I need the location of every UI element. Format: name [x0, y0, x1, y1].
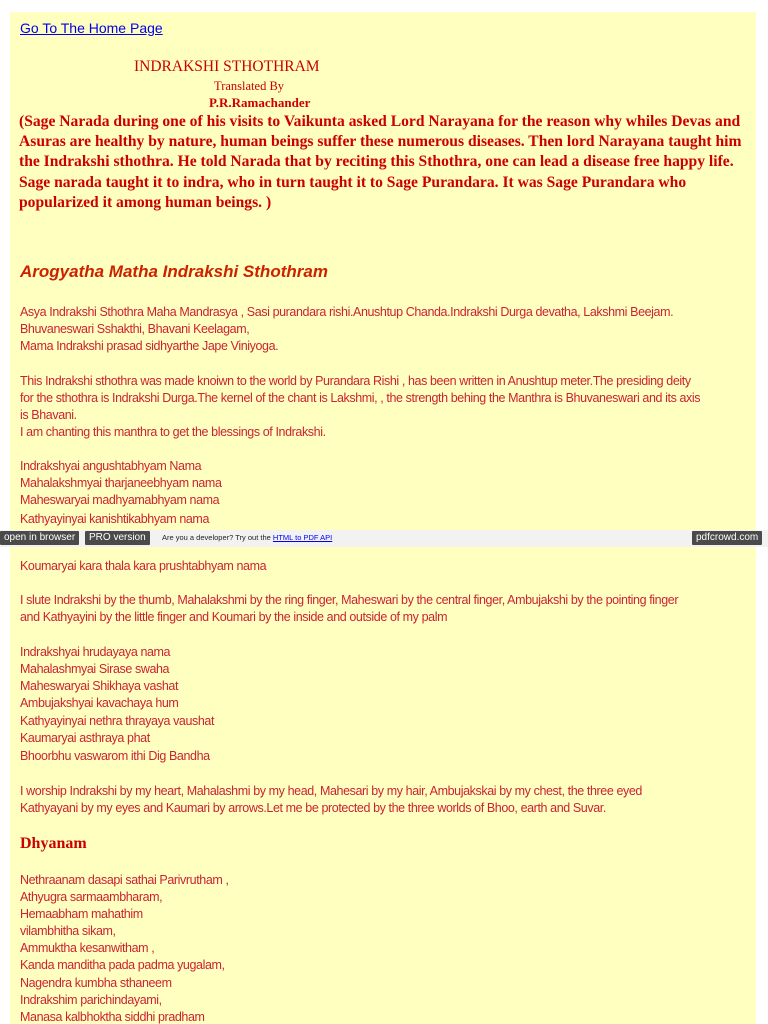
text-line: Mahalashmyai Sirase swaha — [20, 662, 170, 676]
pdf-page-2 — [10, 547, 756, 1024]
text-line: I worship Indrakshi by my heart, Mahalashmi by my head, Mahesari by my hair, Ambujakskai by my chest, the three eyed — [20, 784, 642, 798]
text-line: for the sthothra is Indrakshi Durga.The kernel of the chant is Lakshmi, , the strength behing the Manthra is Bhuvaneswari and its axis — [20, 391, 701, 405]
verse-line: Ammuktha kesanwitham , — [20, 941, 155, 955]
verse-line: Indrakshim parichindayami, — [20, 993, 162, 1007]
text-line: Maheswaryai madhyamabhyam nama — [20, 493, 220, 507]
verse-line: vilambhitha sikam, — [20, 924, 116, 938]
section-heading: Arogyatha Matha Indrakshi Sthothram — [20, 262, 328, 281]
dhyanam-heading: Dhyanam — [20, 835, 87, 852]
text-line: Mahalakshmyai tharjaneebhyam nama — [20, 476, 222, 490]
pro-version-button[interactable]: PRO version — [85, 531, 150, 545]
text-line: Bhoorbhu vaswarom ithi Dig Bandha — [20, 749, 210, 763]
verse-line: Manasa kalbhoktha siddhi pradham — [20, 1010, 205, 1024]
pdfcrowd-site-link[interactable]: pdfcrowd.com — [692, 531, 762, 545]
verse-line: Nethraanam dasapi sathai Parivrutham , — [20, 873, 229, 887]
pdfcrowd-toolbar — [0, 530, 768, 547]
html-to-pdf-link[interactable]: HTML to PDF API — [272, 533, 333, 542]
text-line: I slute Indrakshi by the thumb, Mahalakshmi by the ring finger, Maheswari by the central finger, Ambujakshi by the pointing finger — [20, 593, 679, 607]
home-page-link[interactable]: Go To The Home Page — [20, 20, 163, 36]
text-line: Maheswaryai Shikhaya vashat — [20, 679, 179, 693]
verse-line: Nagendra kumbha sthaneem — [20, 976, 172, 990]
text-line: This Indrakshi sthothra was made knoiwn to the world by Purandara Rishi , has been written in Anushtup meter.The presiding deity — [20, 374, 691, 388]
text-line: Indrakshyai hrudayaya nama — [20, 645, 171, 659]
verse-line: Hemaabham mahathim — [20, 907, 143, 921]
text-line: Indrakshyai angushtabhyam Nama — [20, 459, 202, 473]
translated-by-label: Translated By — [214, 79, 285, 93]
text-line: Koumaryai kara thala kara prushtabhyam nama — [20, 559, 267, 573]
text-line: Asya Indrakshi Sthothra Maha Mandrasya , Sasi purandara rishi.Anushtup Chanda.Indrakshi Durga devatha, Lakshmi Beejam. — [20, 305, 674, 319]
text-line: Kathyayani by my eyes and Kaumari by arrows.Let me be protected by the three worlds of Bhoo, earth and Suvar. — [20, 801, 606, 815]
text-line: I am chanting this manthra to get the blessings of Indrakshi. — [20, 425, 326, 439]
pdf-page-1 — [10, 12, 756, 530]
verse-line: Athyugra sarmaambharam, — [20, 890, 163, 904]
intro-paragraph: (Sage Narada during one of his visits to Vaikunta asked Lord Narayana for the reason why whiles Devas and Asuras are healthy by nature, human beings suffer these numerous diseases. Then lord Narayana taught him the Indrakshi sthothra. He told Narada that by reciting this Sthothra, one can lead a disease free happy life. Sage narada taught it to indra, who in turn taught it to Sage Purandara. It was Sage Purandara who popularized it among human beings. ) — [19, 113, 742, 211]
text-line: Kathyayinyai kanishtikabhyam nama — [20, 512, 209, 526]
text-line: Mama Indrakshi prasad sidhyarthe Jape Viniyoga. — [20, 339, 279, 353]
text-line: Kathyayinyai nethra thrayaya vaushat — [20, 714, 215, 728]
open-in-browser-button[interactable]: open in browser — [0, 531, 79, 545]
document-title: INDRAKSHI STHOTHRAM — [134, 58, 320, 75]
text-line: Kaumaryai asthraya phat — [20, 731, 150, 745]
verse-line: Kanda manditha pada padma yugalam, — [20, 958, 225, 972]
text-line: is Bhavani. — [20, 408, 77, 422]
text-line: Ambujakshyai kavachaya hum — [20, 696, 179, 710]
author-name: P.R.Ramachander — [209, 95, 311, 110]
promo-label: Are you a developer? Try out the — [162, 533, 271, 542]
text-line: Bhuvaneswari Sshakthi, Bhavani Keelagam, — [20, 322, 250, 336]
promo-text — [162, 533, 332, 542]
text-line: and Kathyayini by the little finger and Koumari by the inside and outside of my palm — [20, 610, 448, 624]
